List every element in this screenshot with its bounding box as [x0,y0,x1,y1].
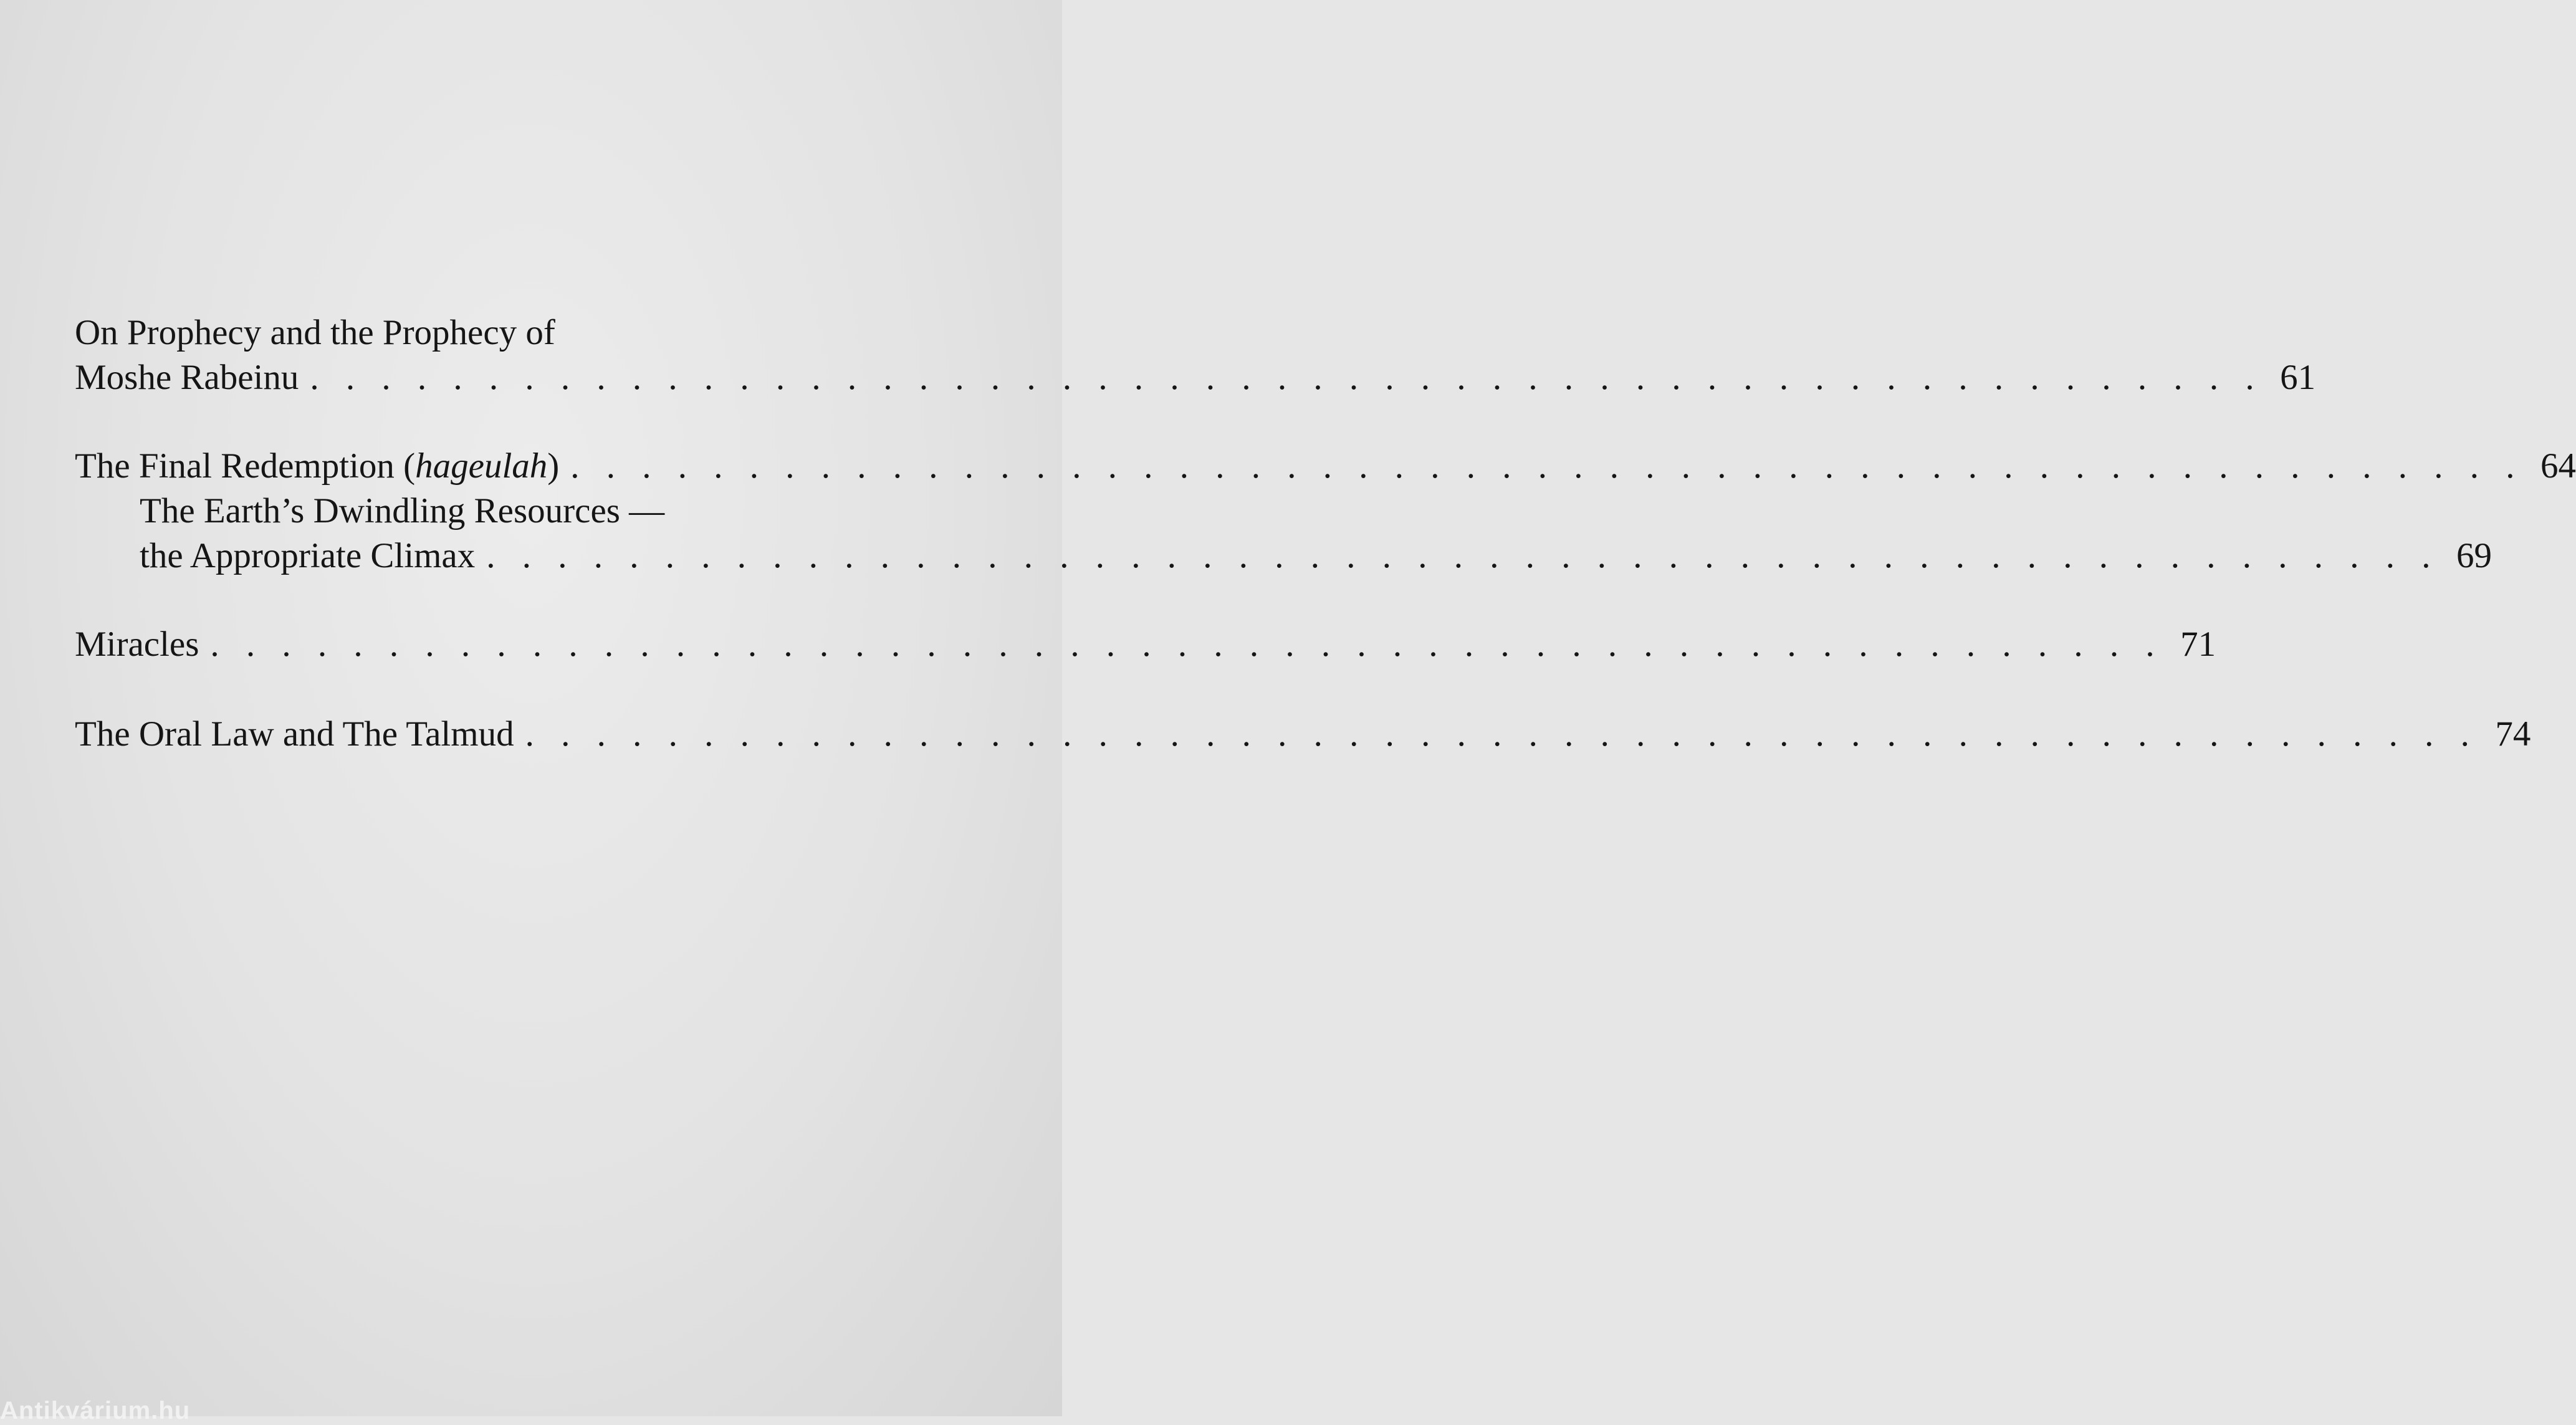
dot-leader: . . . . . . . . . . . . . . . . . . . . . . . . . . . . . . . . . . . . . . . . . . . . . . . . . . . . . . . [525,714,2479,754]
dot-leader: . . . . . . . . . . . . . . . . . . . . . . . . . . . . . . . . . . . . . . . . . . . . . . . . . . . . . . . [310,358,2264,397]
toc-page-number: 71 [2180,625,2216,664]
toc-page-number: 69 [2456,536,2492,575]
toc-line [75,444,2576,489]
toc-entry-title: Miracles [75,625,199,664]
toc-entry-title: Moshe Rabeinu [75,358,299,397]
toc-page-number: 74 [2495,714,2531,754]
toc-entry-title [75,444,559,489]
toc-line [75,355,2316,400]
toc-page-number: 61 [2280,358,2316,397]
toc-entry-oral-law [75,712,2531,757]
dot-leader: . . . . . . . . . . . . . . . . . . . . . . . . . . . . . . . . . . . . . . . . . . . . . . . . . . . . . . . [210,625,2164,664]
toc-entry-prophecy [75,310,2316,400]
toc-entry-miracles [75,622,2216,667]
table-of-contents [75,310,2576,757]
title-text: ) [547,446,560,486]
toc-subentry-title: the Appropriate Climax [140,536,476,575]
watermark: Antikvárium.hu [0,1397,191,1424]
toc-subline [75,489,1016,534]
toc-entry-title: On Prophecy and the Prophecy of [75,313,555,352]
toc-subentry-title: The Earth’s Dwindling Resources — [140,491,665,530]
toc-subline [75,534,2492,578]
dot-leader: . . . . . . . . . . . . . . . . . . . . . . . . . . . . . . . . . . . . . . . . . . . . . . . . . . . . . . . [570,446,2524,486]
dot-leader: . . . . . . . . . . . . . . . . . . . . . . . . . . . . . . . . . . . . . . . . . . . . . . . . . . . . . . . [486,536,2440,575]
title-italic-text: hageulah [415,446,548,486]
toc-entry-redemption [75,444,2576,578]
toc-page-number: 64 [2540,446,2576,486]
toc-line [75,310,1016,355]
toc-entry-title: The Oral Law and The Talmud [75,714,514,754]
title-text: The Final Redemption ( [75,446,416,486]
toc-line [75,622,2216,667]
toc-line [75,712,2531,757]
